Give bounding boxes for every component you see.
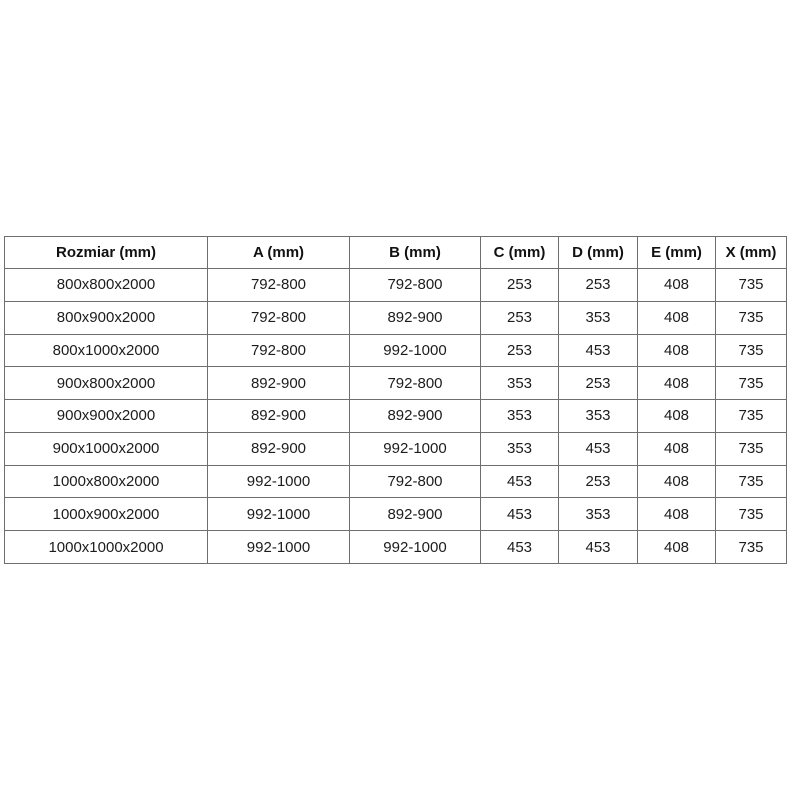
dimension-cell: 992-1000 [350, 432, 481, 465]
dimension-cell: 408 [638, 465, 716, 498]
dimension-cell: 353 [481, 432, 559, 465]
table-row [5, 531, 787, 564]
size-cell: 1000x1000x2000 [5, 531, 208, 564]
dimension-cell: 792-800 [350, 465, 481, 498]
dimension-cell: 253 [559, 465, 638, 498]
dimension-cell: 735 [716, 432, 787, 465]
dimension-cell: 735 [716, 465, 787, 498]
table-body [5, 269, 787, 564]
dimension-cell: 892-900 [350, 498, 481, 531]
dimension-cell: 735 [716, 367, 787, 400]
size-cell: 800x1000x2000 [5, 334, 208, 367]
table-row [5, 400, 787, 433]
dimension-cell: 408 [638, 334, 716, 367]
dimension-cell: 353 [481, 367, 559, 400]
dimension-cell: 353 [481, 400, 559, 433]
dimension-cell: 408 [638, 269, 716, 302]
dimension-cell: 792-800 [350, 269, 481, 302]
dimension-cell: 408 [638, 367, 716, 400]
dimension-cell: 735 [716, 334, 787, 367]
dimension-cell: 735 [716, 301, 787, 334]
dimension-cell: 253 [481, 269, 559, 302]
size-cell: 1000x900x2000 [5, 498, 208, 531]
header-d: D (mm) [559, 237, 638, 269]
dimension-cell: 892-900 [208, 432, 350, 465]
dimension-cell: 792-800 [208, 301, 350, 334]
table-row [5, 269, 787, 302]
dimension-cell: 453 [559, 531, 638, 564]
table-header [5, 237, 787, 269]
header-e: E (mm) [638, 237, 716, 269]
header-c: C (mm) [481, 237, 559, 269]
dimension-cell: 892-900 [350, 301, 481, 334]
dimension-cell: 892-900 [350, 400, 481, 433]
dimension-cell: 253 [481, 301, 559, 334]
dimension-cell: 453 [481, 531, 559, 564]
table-row [5, 498, 787, 531]
dimension-cell: 353 [559, 301, 638, 334]
dimension-cell: 892-900 [208, 367, 350, 400]
dimension-cell: 735 [716, 498, 787, 531]
dimension-cell: 253 [559, 367, 638, 400]
header-rozmiar: Rozmiar (mm) [5, 237, 208, 269]
dimension-cell: 792-800 [350, 367, 481, 400]
table-header-row [5, 237, 787, 269]
dimension-cell: 408 [638, 432, 716, 465]
table-row [5, 334, 787, 367]
size-specification-table [4, 236, 787, 564]
dimension-cell: 792-800 [208, 334, 350, 367]
table-row [5, 432, 787, 465]
header-a: A (mm) [208, 237, 350, 269]
dimension-cell: 453 [481, 465, 559, 498]
dimension-cell: 408 [638, 498, 716, 531]
size-cell: 1000x800x2000 [5, 465, 208, 498]
dimension-cell: 408 [638, 531, 716, 564]
dimension-cell: 735 [716, 531, 787, 564]
dimension-cell: 353 [559, 400, 638, 433]
size-cell: 900x900x2000 [5, 400, 208, 433]
size-cell: 900x1000x2000 [5, 432, 208, 465]
dimension-cell: 253 [481, 334, 559, 367]
dimension-cell: 792-800 [208, 269, 350, 302]
dimension-cell: 892-900 [208, 400, 350, 433]
dimension-cell: 408 [638, 301, 716, 334]
dimension-cell: 453 [559, 334, 638, 367]
size-cell: 900x800x2000 [5, 367, 208, 400]
dimension-cell: 992-1000 [350, 531, 481, 564]
table-row [5, 465, 787, 498]
dimension-cell: 735 [716, 400, 787, 433]
size-cell: 800x800x2000 [5, 269, 208, 302]
dimension-cell: 992-1000 [350, 334, 481, 367]
table-row [5, 367, 787, 400]
table-row [5, 301, 787, 334]
dimension-cell: 735 [716, 269, 787, 302]
dimension-cell: 453 [559, 432, 638, 465]
header-b: B (mm) [350, 237, 481, 269]
dimension-cell: 453 [481, 498, 559, 531]
dimension-cell: 253 [559, 269, 638, 302]
dimension-cell: 992-1000 [208, 465, 350, 498]
header-x: X (mm) [716, 237, 787, 269]
dimension-cell: 992-1000 [208, 498, 350, 531]
dimension-cell: 992-1000 [208, 531, 350, 564]
size-cell: 800x900x2000 [5, 301, 208, 334]
dimension-cell: 353 [559, 498, 638, 531]
dimension-cell: 408 [638, 400, 716, 433]
